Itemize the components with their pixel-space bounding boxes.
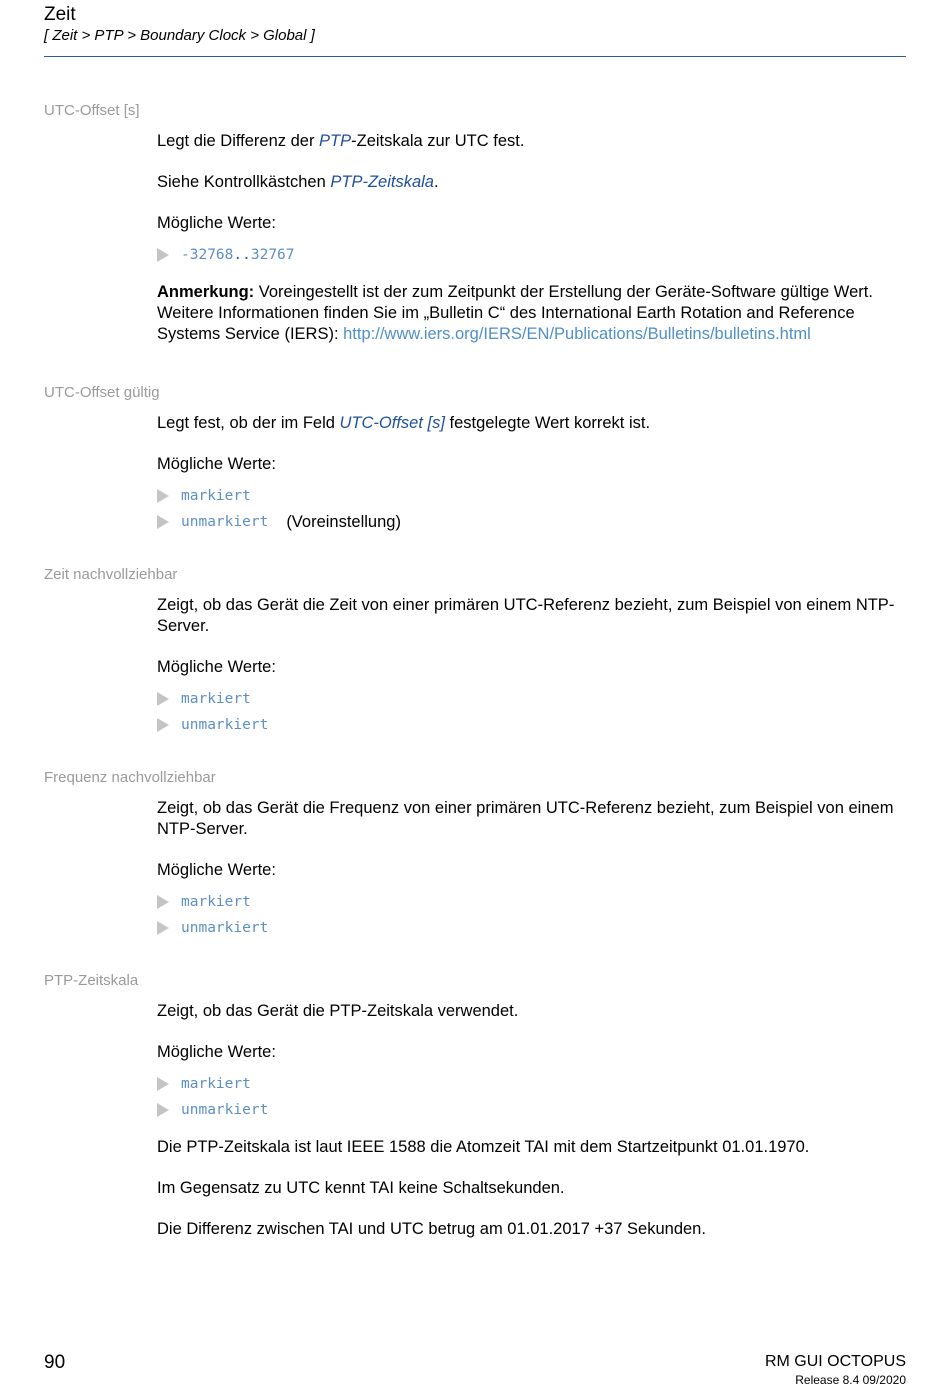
text: . [433, 173, 439, 191]
list-item [157, 1097, 906, 1123]
values-heading: Mögliche Werte: [157, 1043, 276, 1061]
value-unmarkiert: unmarkiert [181, 1101, 269, 1118]
triangle-bullet-icon [157, 248, 169, 262]
list-item [157, 242, 906, 268]
breadcrumb: [ Zeit > PTP > Boundary Clock > Global ] [44, 27, 315, 44]
values-heading: Mögliche Werte: [157, 214, 276, 232]
text: festgelegte Wert korrekt ist. [444, 414, 651, 432]
text: Siehe Kontrollkästchen [157, 173, 331, 191]
range-separator: .. [233, 246, 251, 263]
iers-link[interactable]: http://www.iers.org/IERS/EN/Publications/Bulletins/bulletins.html [343, 325, 811, 343]
text: Legt fest, ob der im Feld [157, 414, 340, 432]
value-unmarkiert: unmarkiert [181, 513, 269, 530]
text: Legt die Differenz der [157, 132, 320, 150]
value-markiert: markiert [181, 487, 251, 504]
section-label-time-traceable: Zeit nachvollziehbar [44, 566, 178, 583]
list-item [157, 686, 906, 712]
value-markiert: markiert [181, 690, 251, 707]
leap-seconds-note: Im Gegensatz zu UTC kennt TAI keine Schaltsekunden. [157, 1179, 565, 1197]
description [157, 131, 906, 152]
section-body-time-traceable [157, 595, 906, 738]
tai-utc-difference: Die Differenz zwischen TAI und UTC betrug am 01.01.2017 +37 Sekunden. [157, 1220, 706, 1238]
list-item [157, 509, 906, 535]
list-item [157, 712, 906, 738]
note-label: Anmerkung: [157, 283, 255, 301]
description: Zeigt, ob das Gerät die Frequenz von einer primären UTC-Referenz bezieht, zum Beispiel von einem NTP-Server. [157, 799, 894, 838]
triangle-bullet-icon [157, 515, 169, 529]
note-text: Voreingestellt ist der zum Zeitpunkt der Erstellung der Geräte-Software gültige Wert. Weitere Informationen finden Sie im „Bulletin C“ des International Earth Rotation and Reference Systems Service (IERS): [157, 283, 873, 343]
description [157, 413, 906, 434]
default-note: (Voreinstellung) [286, 512, 401, 531]
see-also [157, 172, 906, 193]
triangle-bullet-icon [157, 718, 169, 732]
values-heading: Mögliche Werte: [157, 861, 276, 879]
value-range [181, 245, 295, 266]
text: -Zeitskala zur UTC fest. [351, 132, 525, 150]
value-markiert: markiert [181, 1075, 251, 1092]
utc-offset-link[interactable]: UTC-Offset [s] [339, 414, 445, 432]
triangle-bullet-icon [157, 921, 169, 935]
list-item [157, 889, 906, 915]
ptp-link[interactable]: PTP [319, 132, 352, 150]
values-heading: Mögliche Werte: [157, 658, 276, 676]
description: Zeigt, ob das Gerät die PTP-Zeitskala verwendet. [157, 1002, 519, 1020]
value-unmarkiert: unmarkiert [181, 716, 269, 733]
description: Zeigt, ob das Gerät die Zeit von einer primären UTC-Referenz bezieht, zum Beispiel von einem NTP-Server. [157, 596, 895, 635]
section-body-freq-traceable [157, 798, 906, 941]
section-label-utc-offset-valid: UTC-Offset gültig [44, 384, 160, 401]
triangle-bullet-icon [157, 1077, 169, 1091]
range-max: 32767 [250, 246, 295, 263]
list-item [157, 915, 906, 941]
list-item [157, 1071, 906, 1097]
values-heading: Mögliche Werte: [157, 455, 276, 473]
section-label-ptp-timescale: PTP-Zeitskala [44, 972, 139, 989]
triangle-bullet-icon [157, 895, 169, 909]
section-label-freq-traceable: Frequenz nachvollziehbar [44, 769, 216, 786]
triangle-bullet-icon [157, 1103, 169, 1117]
list-item [157, 483, 906, 509]
header-divider [44, 56, 906, 57]
value-unmarkiert: unmarkiert [181, 919, 269, 936]
page-title: Zeit [44, 4, 76, 25]
note [157, 282, 906, 345]
triangle-bullet-icon [157, 489, 169, 503]
section-body-utc-offset [157, 131, 906, 365]
product-name: RM GUI OCTOPUS [764, 1353, 906, 1370]
release-info: Release 8.4 09/2020 [795, 1373, 906, 1387]
value-markiert: markiert [181, 893, 251, 910]
section-label-utc-offset: UTC-Offset [s] [44, 102, 140, 119]
range-min: -32768 [181, 246, 234, 263]
ptp-zeitskala-link[interactable]: PTP-Zeitskala [330, 173, 434, 191]
page-number: 90 [44, 1352, 66, 1373]
section-body-ptp-timescale [157, 1001, 906, 1260]
section-body-utc-offset-valid [157, 413, 906, 535]
tai-explanation: Die PTP-Zeitskala ist laut IEEE 1588 die Atomzeit TAI mit dem Startzeitpunkt 01.01.1970. [157, 1138, 810, 1156]
triangle-bullet-icon [157, 692, 169, 706]
